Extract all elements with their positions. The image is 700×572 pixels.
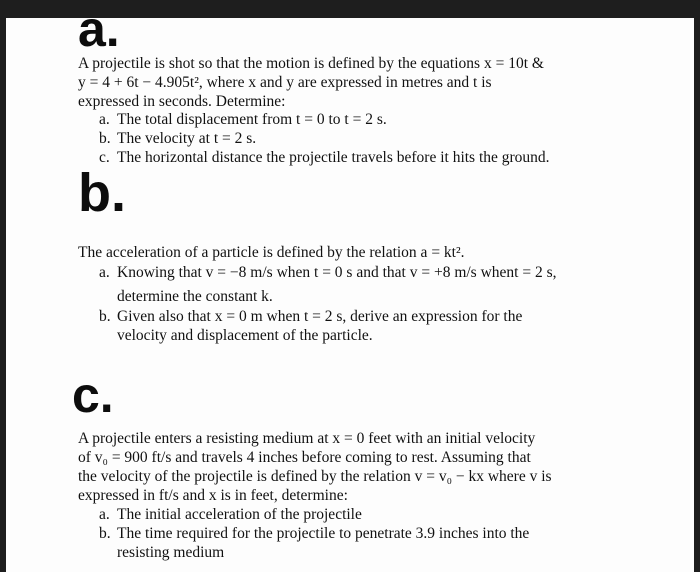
section-c-item-b-line1: The time required for the projectile to penetrate 3.9 inches into the bbox=[117, 525, 530, 542]
section-c-intro-line2: of v₀ = 900 ft/s and travels 4 inches before coming to rest. Assuming that bbox=[78, 449, 531, 466]
section-b-item-b-marker: b. bbox=[99, 308, 111, 325]
section-a-item-b-marker: b. bbox=[99, 130, 111, 147]
window-right-border bbox=[694, 18, 700, 572]
section-a-item-c-text: The horizontal distance the projectile travels before it hits the ground. bbox=[117, 149, 550, 166]
section-b-item-b-line2: velocity and displacement of the particle. bbox=[117, 327, 373, 344]
section-a-item-a-text: The total displacement from t = 0 to t = 2 s. bbox=[117, 111, 387, 128]
section-a-intro-line2: y = 4 + 6t − 4.905t², where x and y are expressed in metres and t is bbox=[78, 74, 492, 91]
document-page bbox=[6, 1, 694, 572]
section-a-item-c-marker: c. bbox=[99, 149, 110, 166]
section-c-item-a-line1: The initial acceleration of the projectile bbox=[117, 506, 362, 523]
section-b-heading: b. bbox=[78, 163, 126, 223]
section-c-intro-line4: expressed in ft/s and x is in feet, determine: bbox=[78, 487, 348, 504]
section-b-item-a-line1: Knowing that v = −8 m/s when t = 0 s and that v = +8 m/s whent = 2 s, bbox=[117, 264, 557, 281]
section-a-intro-line3: expressed in seconds. Determine: bbox=[78, 93, 286, 110]
section-b-item-a-marker: a. bbox=[99, 264, 110, 281]
section-c-item-b-marker: b. bbox=[99, 525, 111, 542]
section-b-intro: The acceleration of a particle is defined by the relation a = kt². bbox=[78, 244, 465, 261]
section-c-heading: c. bbox=[72, 367, 114, 423]
section-a-item-a-marker: a. bbox=[99, 111, 110, 128]
section-c-item-b-line2: resisting medium bbox=[117, 544, 225, 561]
section-b-item-a-line2: determine the constant k. bbox=[117, 288, 273, 305]
section-a-item-b-text: The velocity at t = 2 s. bbox=[117, 130, 257, 147]
section-a-intro-line1: A projectile is shot so that the motion is defined by the equations x = 10t & bbox=[78, 55, 544, 72]
section-c-item-a-marker: a. bbox=[99, 506, 110, 523]
section-a-heading: a. bbox=[78, 1, 120, 57]
section-b-item-b-line1: Given also that x = 0 m when t = 2 s, derive an expression for the bbox=[117, 308, 523, 325]
section-c-intro-line1: A projectile enters a resisting medium at x = 0 feet with an initial velocity bbox=[78, 430, 536, 447]
section-c-intro-line3: the velocity of the projectile is defined by the relation v = v₀ − kx where v is bbox=[78, 468, 552, 485]
